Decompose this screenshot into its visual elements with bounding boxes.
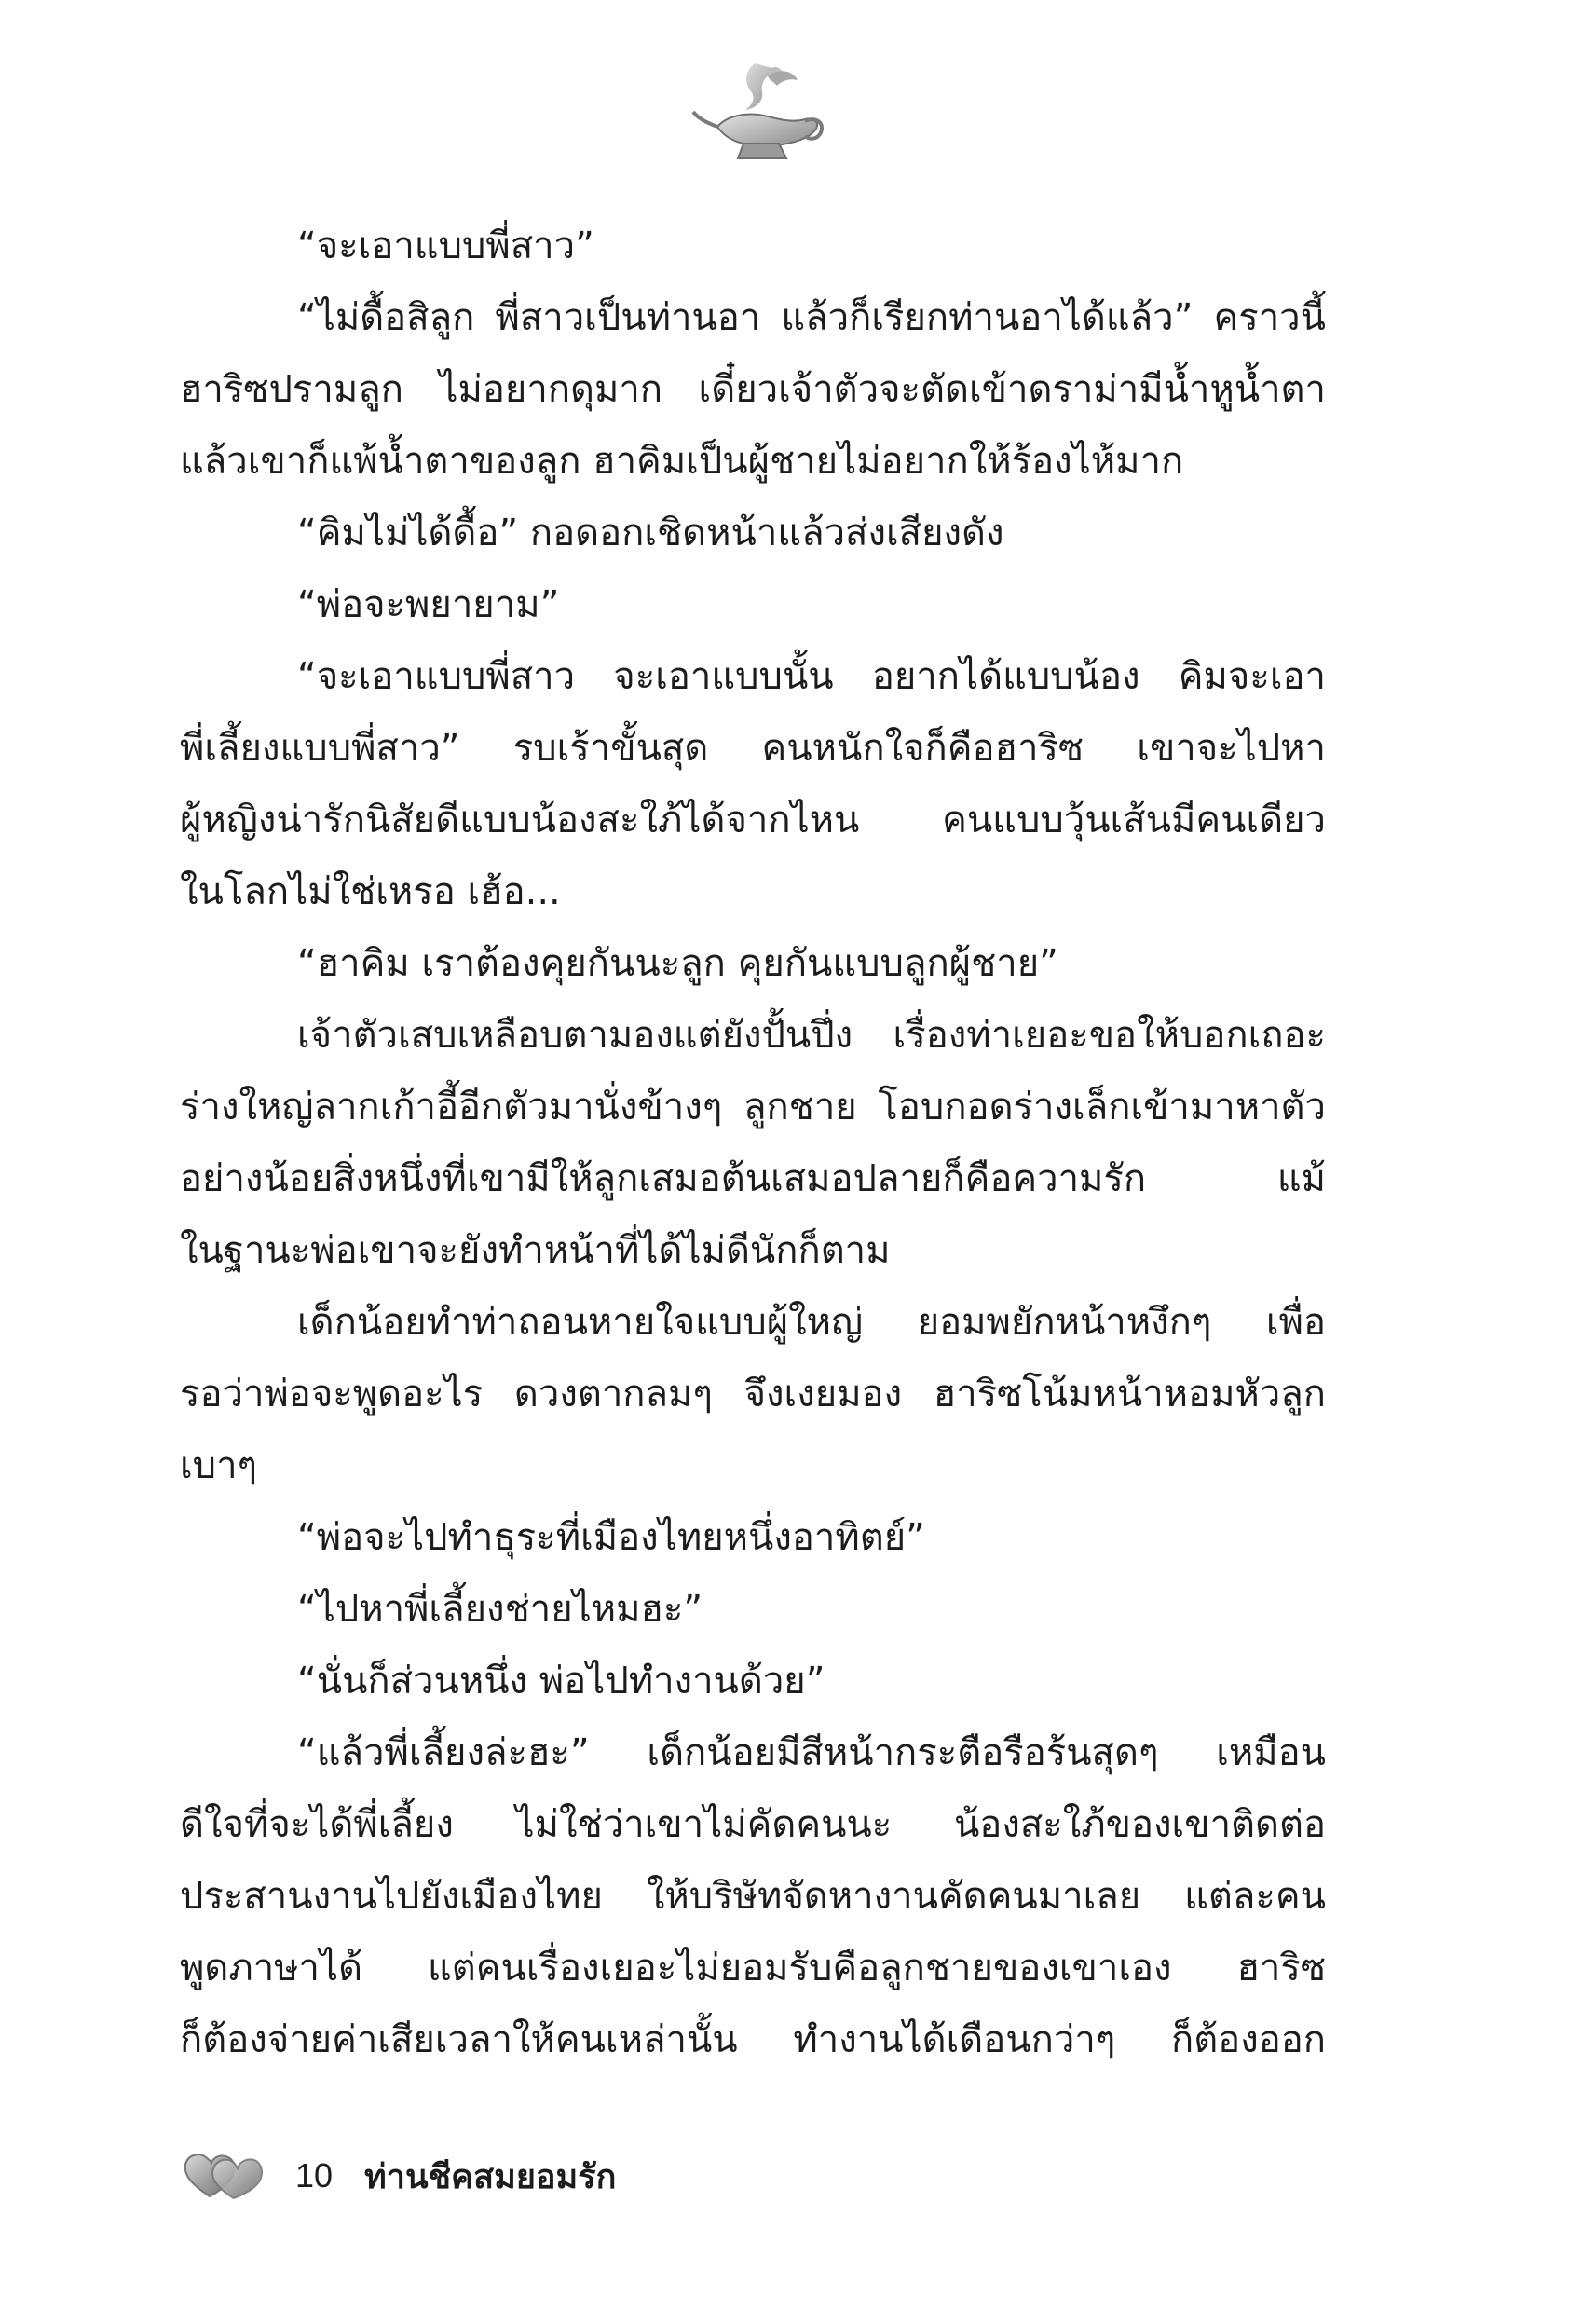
text-word: คราวนี้ [1213,296,1326,339]
text-word: อย่างน้อยสิ่งหนึ่งที่เขามีให้ลูกเสมอต้นเสมอปลายก็คือความรัก [180,1157,1147,1200]
text-word: ดวงตากลมๆ [513,1373,713,1415]
text-word: “จะเอาแบบพี่สาว [297,655,576,698]
text-line [180,1933,1326,2004]
text-line: “นั่นก็ส่วนหนึ่ง พ่อไปทำงานด้วย” [297,1660,825,1702]
text-word: เขาจะไปหา [1137,727,1326,770]
text-line [180,785,1326,856]
text-line [180,354,1326,426]
text-line [180,1861,1326,1933]
text-word: ไม่ใช่ว่าเขาไม่คัดคนนะ [515,1803,893,1846]
text-line: “ไปหาพี่เลี้ยงช่ายไหมฮะ” [297,1588,703,1631]
text-line: “พ่อจะไปทำธุระที่เมืองไทยหนึ่งอาทิตย์” [297,1516,925,1559]
text-word: คิมจะเอา [1178,655,1326,698]
text-word: ยอมพยักหน้าหงึกๆ [917,1301,1212,1344]
text-word: ทำงานได้เดือนกว่าๆ [793,2018,1116,2061]
text-word: ร่างใหญ่ลากเก้าอี้อีกตัวมานั่งข้างๆ [180,1086,723,1128]
text-line [180,1287,1326,1359]
text-word: ลูกชาย [743,1086,857,1128]
text-line [180,713,1326,785]
text-word: โอบกอดร่างเล็กเข้ามาหาตัว [878,1086,1326,1128]
text-line [180,641,1326,713]
text-word: อยากได้แบบน้อง [871,655,1140,698]
text-word: ฮาริซ [1236,1947,1326,1990]
text-word: “ไม่ดื้อสิลูก [297,296,475,339]
body-text [180,211,1326,2076]
text-line [180,1717,1326,1789]
text-word: ก็ต้องออก [1170,2018,1326,2061]
text-word: เหมือน [1216,1731,1326,1774]
text-word: ดีใจที่จะได้พี่เลี้ยง [180,1803,454,1846]
text-word: ฮาริซโน้มหน้าหอมหัวลูก [933,1373,1326,1415]
book-title: ท่านชีคสมยอมรัก [364,2157,617,2196]
page-footer [182,2143,616,2208]
text-line [180,1143,1326,1215]
text-word: เจ้าตัวเสบเหลือบตามองแต่ยังปั้นปึ่ง [297,1014,853,1057]
text-word: ผู้หญิงน่ารักนิสัยดีแบบน้องสะใภ้ได้จากไหน [180,799,860,841]
text-word: เด็กน้อยมีสีหน้ากระตือรือร้นสุดๆ [647,1731,1159,1774]
text-line: แล้วเขาก็แพ้น้ำตาของลูก ฮาคิมเป็นผู้ชายไม่อยากให้ร้องไห้มาก [180,440,1184,483]
text-word: คนแบบวุ้นเส้นมีคนเดียว [942,799,1326,841]
text-word: แล้วก็เรียกท่านอาได้แล้ว” [781,296,1194,339]
text-line [180,1789,1326,1861]
text-word: ไม่อยากดุมาก [439,368,663,411]
text-word: เรื่องท่าเยอะขอให้บอกเถอะ [893,1014,1326,1057]
text-word: ให้บริษัทจัดหางานคัดคนมาเลย [646,1875,1141,1918]
text-line: “พ่อจะพยายาม” [297,583,560,626]
text-line: “จะเอาแบบพี่สาว” [297,225,594,267]
text-word: น้องสะใภ้ของเขาติดต่อ [953,1803,1326,1846]
text-line: “คิมไม่ได้ดื้อ” กอดอกเชิดหน้าแล้วส่งเสียงดัง [297,512,1004,554]
text-word: พูดภาษาได้ [180,1947,363,1990]
text-line [180,1000,1326,1072]
text-line [180,1359,1326,1430]
text-line [180,2004,1326,2076]
text-word: แต่คนเรื่องเยอะไม่ยอมรับคือลูกชายของเขาเอง [428,1947,1172,1990]
text-word: “แล้วพี่เลี้ยงล่ะฮะ” [297,1731,590,1774]
text-line: ในโลกไม่ใช่เหรอ เฮ้อ... [180,870,561,913]
text-word: รบเร้าขั้นสุด [512,727,709,770]
text-word: รอว่าพ่อจะพูดอะไร [180,1373,484,1415]
text-word: เพื่อ [1265,1301,1326,1344]
text-word: พี่เลี้ยงแบบพี่สาว” [180,727,460,770]
text-word: จึงเงยมอง [743,1373,903,1415]
lamp-genie-icon [689,54,829,166]
text-word: เด็กน้อยทำท่าถอนหายใจแบบผู้ใหญ่ [297,1301,864,1344]
text-word: ฮาริซปรามลูก [180,368,403,411]
text-word: แม้ [1276,1157,1326,1200]
page-number: 10 [295,2156,334,2195]
text-word: แต่ละคน [1184,1875,1326,1918]
double-heart-icon [182,2148,266,2204]
text-word: ก็ต้องจ่ายค่าเสียเวลาให้คนเหล่านั้น [180,2018,738,2061]
text-line [180,282,1326,354]
text-line: ในฐานะพ่อเขาจะยังทำหน้าที่ได้ไม่ดีนักก็ตาม [180,1229,891,1272]
text-word: จะเอาแบบนั้น [613,655,834,698]
text-word: พี่สาวเป็นท่านอา [495,296,761,339]
text-line: เบาๆ [180,1444,258,1487]
text-line: “ฮาคิม เราต้องคุยกันนะลูก คุยกันแบบลูกผู้ชาย” [297,942,1058,985]
text-word: คนหนักใจก็คือฮาริซ [761,727,1084,770]
text-word: ประสานงานไปยังเมืองไทย [180,1875,603,1918]
text-line [180,1072,1326,1143]
text-word: เดี๋ยวเจ้าตัวจะตัดเข้าดราม่ามีน้ำหูน้ำตา [698,368,1326,411]
